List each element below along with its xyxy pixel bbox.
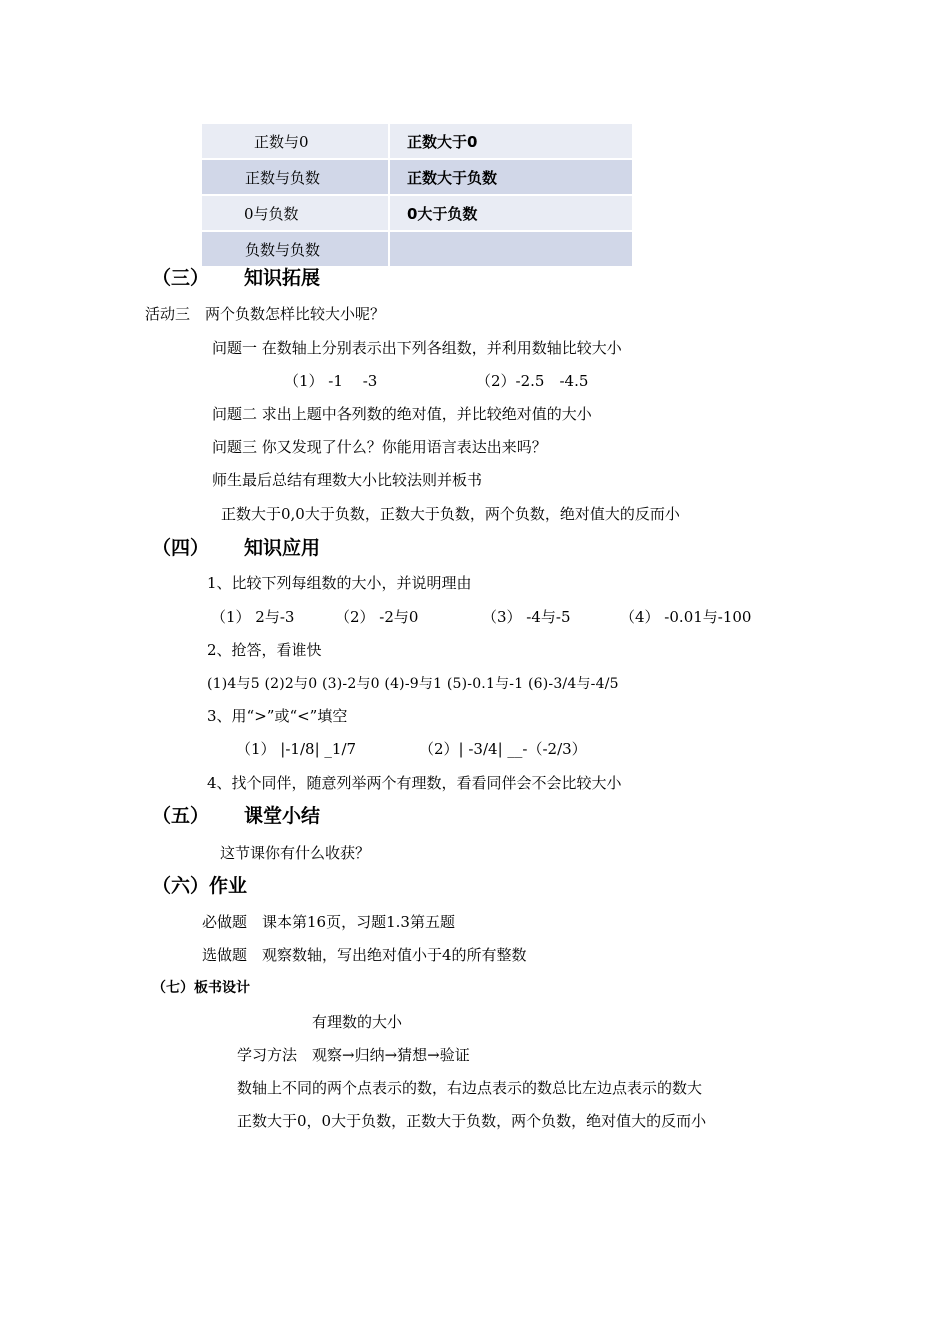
table-row [202,231,632,267]
section-title: 课堂小结 [244,805,321,827]
board-method: 学习方法 观察→归纳→猜想→验证 [237,1046,470,1064]
table-row [202,195,632,231]
question-1-item-b: （2）-2.5 -4.5 [476,372,589,390]
exercise-2: 2、抢答，看谁快 [207,641,322,659]
exercise-4: 4、找个同伴，随意列举两个有理数，看看同伴会不会比较大小 [207,774,622,792]
exercise-3-item-b: （2）| -3/4| __-（-2/3） [419,740,587,758]
section-number: （四） [152,537,210,559]
table-cell-left: 0与负数 [244,204,299,223]
exercise-2-items: (1)4与5 (2)2与0 (3)-2与0 (4)-9与1 (5)-0.1与-1 (6)-3/4与-4/5 [207,676,619,692]
exercise-1-item: （2） -2与0 [335,608,419,626]
table-cell-left: 正数与负数 [245,168,321,187]
question-3: 问题三 你又发现了什么？你能用语言表达出来吗？ [212,438,547,456]
section-heading-3 [152,266,320,290]
board-line-1: 数轴上不同的两个点表示的数，右边点表示的数总比左边点表示的数大 [237,1079,703,1097]
exercise-3: 3、用“>”或“<”填空 [207,707,348,725]
section-title: 知识应用 [244,537,321,559]
section-heading-7: （七）板书设计 [152,980,250,996]
summary-intro: 师生最后总结有理数大小比较法则并板书 [212,471,483,489]
exercise-1-item: （4） -0.01与-100 [620,608,752,626]
question-1-item-a: （1） -1 -3 [284,372,378,390]
section-heading-4 [152,536,320,560]
board-title: 有理数的大小 [312,1013,403,1031]
board-line-2: 正数大于0，0大于负数，正数大于负数，两个负数，绝对值大的反而小 [237,1112,707,1130]
table-cell-right [389,231,632,267]
homework-optional: 选做题 观察数轴，写出绝对值小于4的所有整数 [202,946,527,964]
table-cell-left: 负数与负数 [245,240,321,259]
comparison-table [202,124,632,268]
section-heading-5 [152,804,320,828]
section-number: （三） [152,267,210,289]
section-heading-6: （六）作业 [152,875,248,897]
exercise-3-item-a: （1） |-1/8| _1/7 [236,740,357,758]
table-cell-right: 0大于负数 [389,195,632,231]
exercise-1: 1、比较下列每组数的大小，并说明理由 [207,574,472,592]
rule-text: 正数大于0,0大于负数，正数大于负数，两个负数，绝对值大的反而小 [221,505,680,523]
exercise-1-item: （1） 2与-3 [211,608,295,626]
homework-required: 必做题 课本第16页，习题1.3第五题 [202,913,455,931]
table-cell-right: 正数大于0 [389,124,632,159]
table-cell-left: 正数与0 [254,132,309,151]
exercise-1-item: （3） -4与-5 [482,608,571,626]
table-cell-right: 正数大于负数 [389,159,632,195]
summary-question: 这节课你有什么收获？ [220,844,371,862]
section-number: （五） [152,805,210,827]
table-row [202,124,632,159]
question-2: 问题二 求出上题中各列数的绝对值，并比较绝对值的大小 [212,405,592,423]
question-1: 问题一 在数轴上分别表示出下列各组数，并利用数轴比较大小 [212,339,622,357]
activity-line: 活动三 两个负数怎样比较大小呢？ [145,305,386,323]
table-row [202,159,632,195]
section-title: 知识拓展 [244,267,321,289]
